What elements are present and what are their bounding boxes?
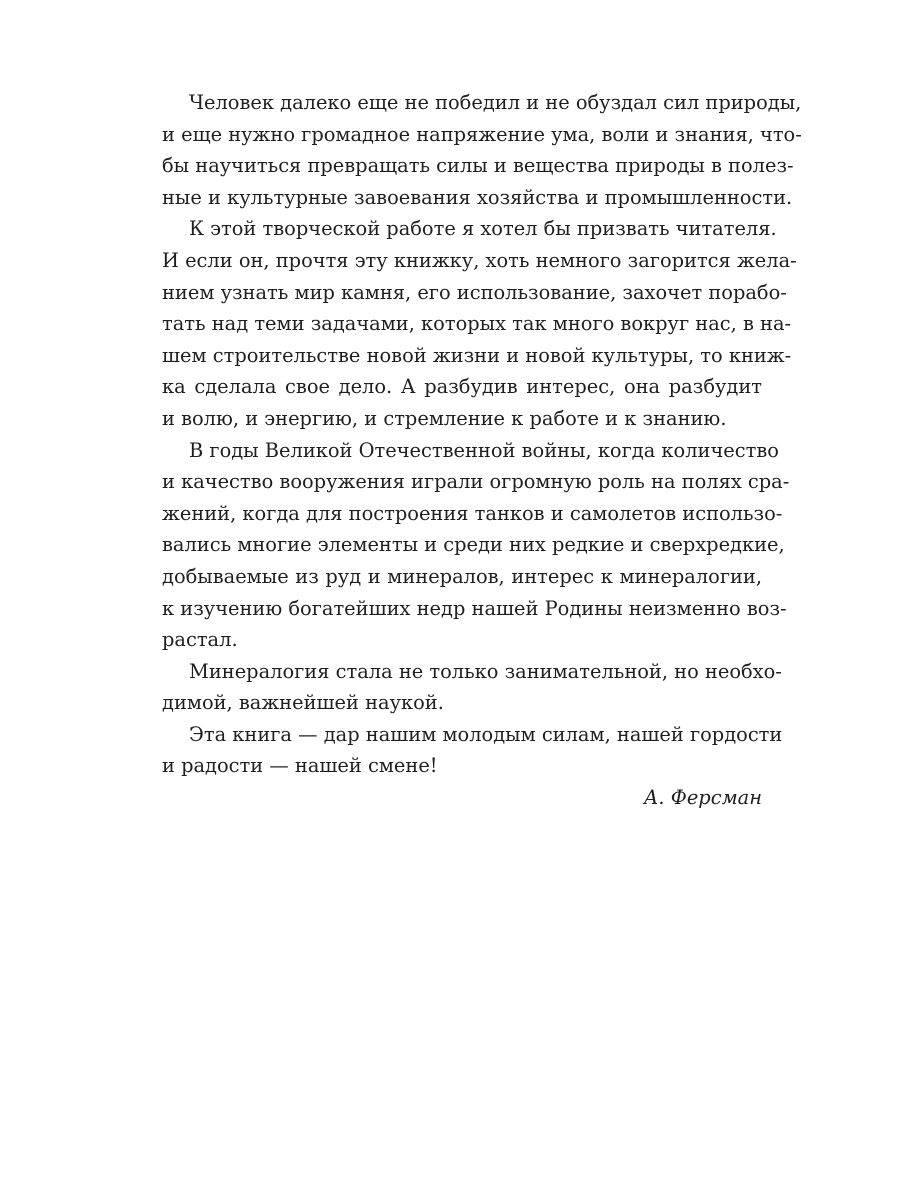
text-line: жений, когда для построения танков и самолетов использо-: [162, 501, 783, 525]
text-line: добываемые из руд и минералов, интерес к минералогии,: [162, 564, 762, 588]
text-line: ные и культурные завоевания хозяйства и промышленности.: [162, 185, 793, 209]
text-line: В годы Великой Отечественной войны, когда количество: [189, 438, 779, 462]
text-line: и качество вооружения играли огромную роль на полях сра-: [162, 470, 790, 494]
paragraph: [162, 656, 782, 719]
text-line: Минералогия стала не только занимательной, но необхо-: [189, 659, 782, 683]
text-line: бы научиться превращать силы и вещества природы в полез-: [162, 154, 794, 178]
preface-text: [162, 87, 802, 814]
paragraph: [162, 435, 790, 656]
text-line: шем строительстве новой жизни и новой культуры, то книж-: [162, 343, 792, 367]
paragraph: [162, 213, 797, 434]
paragraph: [162, 719, 783, 782]
text-line: К этой творческой работе я хотел бы призвать читателя.: [189, 217, 777, 241]
author-signature: А. Ферсман: [643, 786, 762, 810]
text-line: Человек далеко еще не победил и не обуздал сил природы,: [189, 91, 802, 114]
text-line: и радости — нашей смене!: [162, 754, 438, 778]
text-line: димой, важнейшей наукой.: [162, 691, 444, 715]
text-line: И если он, прочтя эту книжку, хоть немного загорится жела-: [162, 248, 797, 272]
text-line: растал.: [162, 628, 238, 652]
text-line: вались многие элементы и среди них редкие и сверхредкие,: [162, 533, 785, 557]
text-line: и еще нужно громадное напряжение ума, воли и знания, что-: [162, 122, 802, 146]
text-line: нием узнать мир камня, его использование, захочет порабо-: [162, 280, 787, 304]
text-line: тать над теми задачами, которых так много вокруг нас, в на-: [162, 312, 792, 336]
text-line: к изучению богатейших недр нашей Родины неизменно воз-: [162, 596, 787, 620]
text-line: и волю, и энергию, и стремление к работе и к знанию.: [162, 406, 727, 430]
text-line: Эта книга — дар нашим молодым силам, нашей гордости: [189, 722, 783, 746]
paragraph: [162, 87, 802, 213]
text-line: ка сделала свое дело. А разбудив интерес, она разбудит: [162, 375, 762, 399]
